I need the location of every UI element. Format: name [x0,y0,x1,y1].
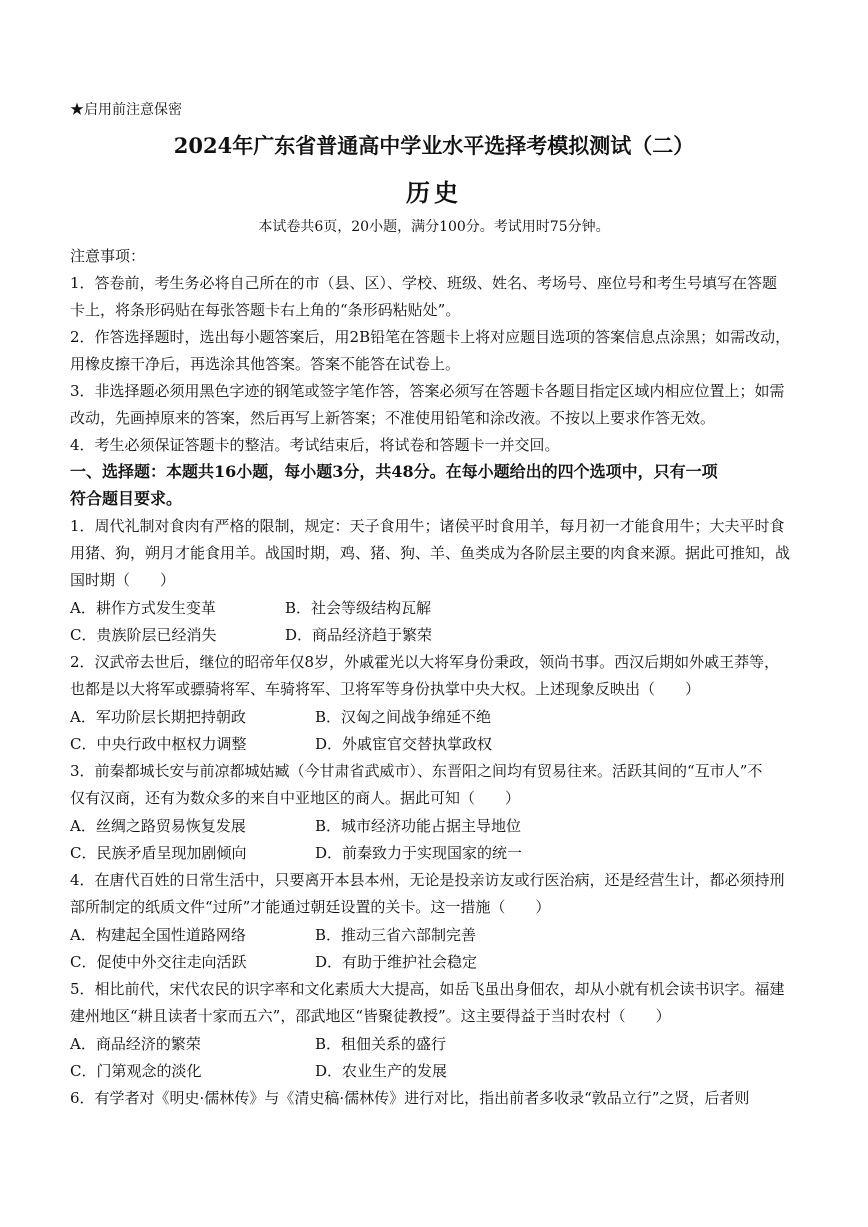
note-line: 用橡皮擦干净后，再选涂其他答案。答案不能答在试卷上。 [70,355,461,373]
question-1-stem: 用猪、狗，朔月才能食用羊。战国时期，鸡、猪、狗、羊、鱼类成为各阶层主要的肉食来源。据此可推知，战 [70,544,791,562]
section-heading-cont: 符合题目要求。 [70,489,183,508]
question-1-stem: 国时期（ ） [70,571,176,589]
exam-meta: 本试卷共6页，20小题，满分100分。考试用时75分钟。 [258,219,610,235]
q5-option-b: B．租佃关系的盛行 [315,1035,447,1053]
question-4-stem: 部所制定的纸质文件“过所”才能通过朝廷设置的关卡。这一措施（ ） [70,898,551,916]
exam-title: 2024年广东省普通高中学业水平选择考模拟测试（二） [173,133,695,158]
subject-title: 历史 [406,178,462,207]
q5-option-d: D．农业生产的发展 [315,1062,448,1080]
q5-option-c: C．门第观念的淡化 [70,1062,202,1080]
question-4-stem: 4．在唐代百姓的日常生活中，只要离开本县本州，无论是投亲访友或行医治病，还是经营生计，都必须持刑 [70,871,785,889]
question-6-stem: 6．有学者对《明史·儒林传》与《清史稿·儒林传》进行对比，指出前者多收录“敦品立行”之贤，后者则 [70,1089,750,1107]
q3-option-a: A．丝绸之路贸易恢复发展 [70,817,246,835]
section-heading: 一、选择题：本题共16小题，每小题3分，共48分。在每小题给出的四个选项中，只有一项 [70,462,718,481]
q2-option-b: B．汉匈之间战争绵延不绝 [315,708,492,726]
q2-option-a: A．军功阶层长期把持朝政 [70,708,246,726]
note-line: 3．非选择题必须用黑色字迹的钢笔或签字笔作答，答案必须写在答题卡各题目指定区域内相应位置上；如需 [70,382,785,400]
question-5-stem: 建州地区“耕且读者十家而五六”，邵武地区“皆聚徒教授”。这主要得益于当时农村（ ） [70,1007,671,1025]
question-3-stem: 仅有汉商，还有为数众多的来自中亚地区的商人。据此可知（ ） [70,789,521,807]
q1-option-b: B．社会等级结构瓦解 [285,599,432,617]
q4-option-b: B．推动三省六部制完善 [315,926,477,944]
question-5-stem: 5．相比前代，宋代农民的识字率和文化素质大大提高，如岳飞虽出身佃农，却从小就有机会读书识字。福建 [70,980,785,998]
q4-option-a: A．构建起全国性道路网络 [70,926,246,944]
question-1-stem: 1．周代礼制对食肉有严格的限制，规定：天子食用牛；诸侯平时食用羊，每月初一才能食用牛；大夫平时食 [70,517,785,535]
q5-option-a: A．商品经济的繁荣 [70,1035,201,1053]
q2-option-c: C．中央行政中枢权力调整 [70,735,247,753]
q1-option-d: D．商品经济趋于繁荣 [285,626,433,644]
note-line: 改动，先画掉原来的答案，然后再写上新答案；不准使用铅笔和涂改液。不按以上要求作答无效。 [70,409,716,427]
question-2-stem: 也都是以大将军或骠骑将军、车骑将军、卫将军等身份执掌中央大权。上述现象反映出（ ） [70,680,701,698]
confidential-notice: ★启用前注意保密 [70,102,182,118]
q1-option-c: C．贵族阶层已经消失 [70,626,217,644]
note-line: 卡上，将条形码贴在每张答题卡右上角的“条形码粘贴处”。 [70,301,461,319]
note-line: 1．答卷前，考生务必将自己所在的市（县、区）、学校、班级、姓名、考场号、座位号和考生号填写在答题 [70,274,778,292]
q1-option-a: A．耕作方式发生变革 [70,599,216,617]
note-line: 2．作答选择题时，选出每小题答案后，用2B铅笔在答题卡上将对应题目选项的答案信息点涂黑；如需改动， [70,328,791,346]
q4-option-c: C．促使中外交往走向活跃 [70,953,247,971]
note-line: 4．考生必须保证答题卡的整洁。考试结束后，将试卷和答题卡一并交回。 [70,436,560,454]
question-3-stem: 3．前秦都城长安与前凉都城姑臧（今甘肃省武威市）、东晋阳之间均有贸易往来。活跃其间的“互市人”不 [70,762,763,780]
q3-option-d: D．前秦致力于实现国家的统一 [315,844,523,862]
q4-option-d: D．有助于维护社会稳定 [315,953,478,971]
q3-option-c: C．民族矛盾呈现加剧倾向 [70,844,247,862]
q3-option-b: B．城市经济功能占据主导地位 [315,817,522,835]
question-2-stem: 2．汉武帝去世后，继位的昭帝年仅8岁，外戚霍光以大将军身份秉政，领尚书事。西汉后期如外戚王莽等， [70,653,780,671]
q2-option-d: D．外戚宦官交替执掌政权 [315,735,493,753]
notes-heading: 注意事项： [70,247,146,265]
